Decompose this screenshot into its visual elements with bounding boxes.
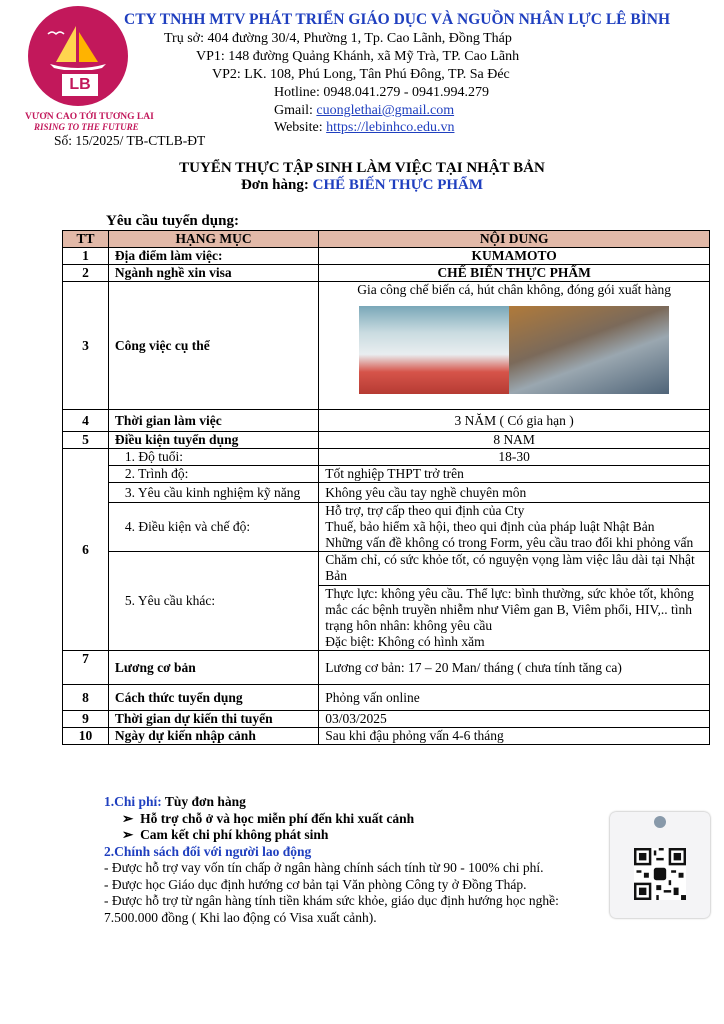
benefit-line: Những vấn đề không có trong Form, yêu cầu trao đổi khi phỏng vấn bbox=[325, 535, 694, 550]
arrow-bullet-icon: ➢ bbox=[122, 827, 134, 842]
table-row bbox=[63, 410, 710, 432]
benefit-line: Hỗ trợ, trợ cấp theo qui định của Cty bbox=[325, 503, 525, 518]
row-number: 3 bbox=[63, 282, 109, 410]
food-processing-photo bbox=[359, 306, 669, 394]
row-item: Công việc cụ thể bbox=[108, 282, 318, 410]
table-row bbox=[63, 449, 710, 466]
row-number: 9 bbox=[63, 711, 109, 728]
row-item: Thời gian dự kiến thi tuyển bbox=[108, 711, 318, 728]
row-number: 2 bbox=[63, 265, 109, 282]
row-item: Địa điểm làm việc: bbox=[108, 248, 318, 265]
table-row bbox=[63, 265, 710, 282]
row-item: Thời gian làm việc bbox=[108, 410, 318, 432]
row-content: Tốt nghiệp THPT trở trên bbox=[319, 466, 710, 483]
arrow-bullet-icon: ➢ bbox=[122, 810, 134, 826]
bullet-item bbox=[122, 811, 604, 828]
header-item: HẠNG MỤC bbox=[108, 231, 318, 248]
avatar bbox=[654, 816, 666, 828]
table-row bbox=[63, 651, 710, 685]
requirement-line: Thực lực: không yêu cầu. Thể lực: bình thường, sức khỏe tốt, không mắc các bệnh truyền nhiễm như Viêm gan B, Viêm phổi, HIV,.. tình trạng hôn nhân: không yêu cầu bbox=[325, 586, 694, 633]
header-vp1: VP1: 148 đường Quảng Khánh, xã Mỹ Trà, TP. Cao Lãnh bbox=[196, 49, 520, 64]
row-content: Lương cơ bản: 17 – 20 Man/ tháng ( chưa tính tăng ca) bbox=[319, 651, 710, 685]
requirement-line: Chăm chỉ, có sức khỏe tốt, có nguyện vọng làm việc lâu dài tại Nhật Bản bbox=[319, 552, 709, 586]
header-tt: TT bbox=[63, 231, 109, 248]
table-row bbox=[63, 552, 710, 651]
logo-mark: LB bbox=[60, 72, 100, 98]
table-row bbox=[63, 685, 710, 711]
row-number: 1 bbox=[63, 248, 109, 265]
row-number: 8 bbox=[63, 685, 109, 711]
table-row bbox=[63, 483, 710, 503]
bullet-text: Hỗ trợ chỗ ở và học miễn phí đến khi xuất cảnh bbox=[140, 810, 415, 826]
row-content: Sau khi đậu phỏng vấn 4-6 tháng bbox=[319, 728, 710, 745]
requirements-table bbox=[62, 230, 710, 745]
gmail-label: Gmail: bbox=[274, 103, 317, 118]
requirement-line: Đặc biệt: Không có hình xăm bbox=[325, 634, 485, 649]
row-content bbox=[319, 503, 710, 552]
row-content: 3 NĂM ( Có gia hạn ) bbox=[319, 410, 710, 432]
table-row bbox=[63, 282, 710, 410]
cost-value: Tùy đơn hàng bbox=[164, 794, 246, 809]
zalo-qr-card[interactable] bbox=[610, 812, 710, 918]
row-number: 10 bbox=[63, 728, 109, 745]
row-item: Cách thức tuyển dụng bbox=[108, 685, 318, 711]
row-content: CHẾ BIẾN THỰC PHẨM bbox=[319, 265, 710, 282]
requirements-heading: Yêu cầu tuyển dụng: bbox=[106, 213, 239, 229]
row-item: 1. Độ tuổi: bbox=[108, 449, 318, 466]
row-number: 5 bbox=[63, 432, 109, 449]
website-link[interactable]: https://lebinhco.edu.vn bbox=[326, 120, 455, 135]
table-row bbox=[63, 728, 710, 745]
company-name: CTY TNHH MTV PHÁT TRIỂN GIÁO DỤC VÀ NGUỒN NHÂN LỰC LÊ BÌNH bbox=[124, 11, 671, 28]
row-item: 3. Yêu cầu kinh nghiệm kỹ năng bbox=[108, 483, 318, 503]
row-number: 6 bbox=[63, 449, 109, 651]
table-row bbox=[63, 711, 710, 728]
table-row bbox=[63, 432, 710, 449]
order-value: CHẾ BIẾN THỰC PHẨM bbox=[312, 177, 484, 193]
bullet-item bbox=[122, 827, 604, 844]
policy-line: - Được hỗ trợ từ ngân hàng tính tiền khám sức khỏe, giáo dục định hướng học nghề: 7.500.000 đồng ( Khi lao động có Visa xuất cảnh). bbox=[104, 893, 559, 925]
row-item: Điều kiện tuyển dụng bbox=[108, 432, 318, 449]
fish-image bbox=[509, 306, 669, 394]
row-content: 18-30 bbox=[319, 449, 710, 466]
header-website bbox=[274, 119, 454, 137]
policy-heading: 2.Chính sách đối với người lao động bbox=[104, 843, 312, 859]
row-content bbox=[319, 282, 710, 410]
header-hotline: Hotline: 0948.041.279 - 0941.994.279 bbox=[274, 85, 490, 100]
row-content: Không yêu cầu tay nghề chuyên môn bbox=[319, 483, 710, 503]
row-content bbox=[319, 552, 710, 651]
footer-section bbox=[104, 794, 604, 926]
row-item: 2. Trình độ: bbox=[108, 466, 318, 483]
table-header-row bbox=[63, 231, 710, 248]
order-label: Đơn hàng: bbox=[240, 177, 313, 193]
bullet-text: Cam kết chi phí không phát sinh bbox=[140, 827, 329, 842]
benefit-line: Thuế, bảo hiểm xã hội, theo qui định của pháp luật Nhật Bản bbox=[325, 519, 655, 534]
header-content: NỘI DUNG bbox=[319, 231, 710, 248]
row-content: KUMAMOTO bbox=[319, 248, 710, 265]
qr-code-icon bbox=[634, 848, 686, 900]
row-number: 4 bbox=[63, 410, 109, 432]
job-description: Gia công chế biến cá, hút chân không, đóng gói xuất hàng bbox=[357, 282, 672, 297]
row-content: 03/03/2025 bbox=[319, 711, 710, 728]
table-row bbox=[63, 466, 710, 483]
cost-line bbox=[104, 794, 604, 811]
website-label: Website: bbox=[274, 120, 327, 135]
row-item: Lương cơ bản bbox=[108, 651, 318, 685]
row-item: 4. Điều kiện và chế độ: bbox=[108, 503, 318, 552]
row-item: Ngày dự kiến nhập cảnh bbox=[108, 728, 318, 745]
logo-circle bbox=[28, 6, 128, 106]
factory-workers-image bbox=[359, 306, 509, 394]
gmail-link[interactable]: cuonglethai@gmail.com bbox=[316, 103, 455, 118]
logo-tagline-vn: VƯƠN CAO TỚI TƯƠNG LAI bbox=[25, 112, 154, 122]
row-number: 7 bbox=[63, 651, 109, 685]
header-gmail bbox=[274, 102, 454, 120]
policy-line: - Được hỗ trợ vay vốn tín chấp ở ngân hàng chính sách tính từ 90 - 100% chi phí. bbox=[104, 860, 544, 875]
page-title: TUYỂN THỰC TẬP SINH LÀM VIỆC TẠI NHẬT BẢN bbox=[179, 160, 545, 176]
row-content: Phỏng vấn online bbox=[319, 685, 710, 711]
table-row bbox=[63, 503, 710, 552]
cost-label: 1.Chi phí: bbox=[104, 794, 165, 809]
sailboat-icon bbox=[46, 22, 110, 70]
row-item: 5. Yêu cầu khác: bbox=[108, 552, 318, 651]
table-row bbox=[63, 248, 710, 265]
order-line bbox=[0, 177, 724, 194]
document-number: Số: 15/2025/ TB-CTLB-ĐT bbox=[54, 133, 206, 148]
header-hq: Trụ sở: 404 đường 30/4, Phường 1, Tp. Cao Lãnh, Đồng Tháp bbox=[164, 31, 512, 46]
row-content: 8 NAM bbox=[319, 432, 710, 449]
header-vp2: VP2: LK. 108, Phú Long, Tân Phú Đông, TP. Sa Đéc bbox=[212, 67, 510, 82]
logo-tagline-en: RISING TO THE FUTURE bbox=[34, 122, 139, 132]
row-item: Ngành nghề xin visa bbox=[108, 265, 318, 282]
policy-line: - Được học Giáo dục định hướng cơ bản tại Văn phòng Công ty ở Đồng Tháp. bbox=[104, 876, 527, 892]
